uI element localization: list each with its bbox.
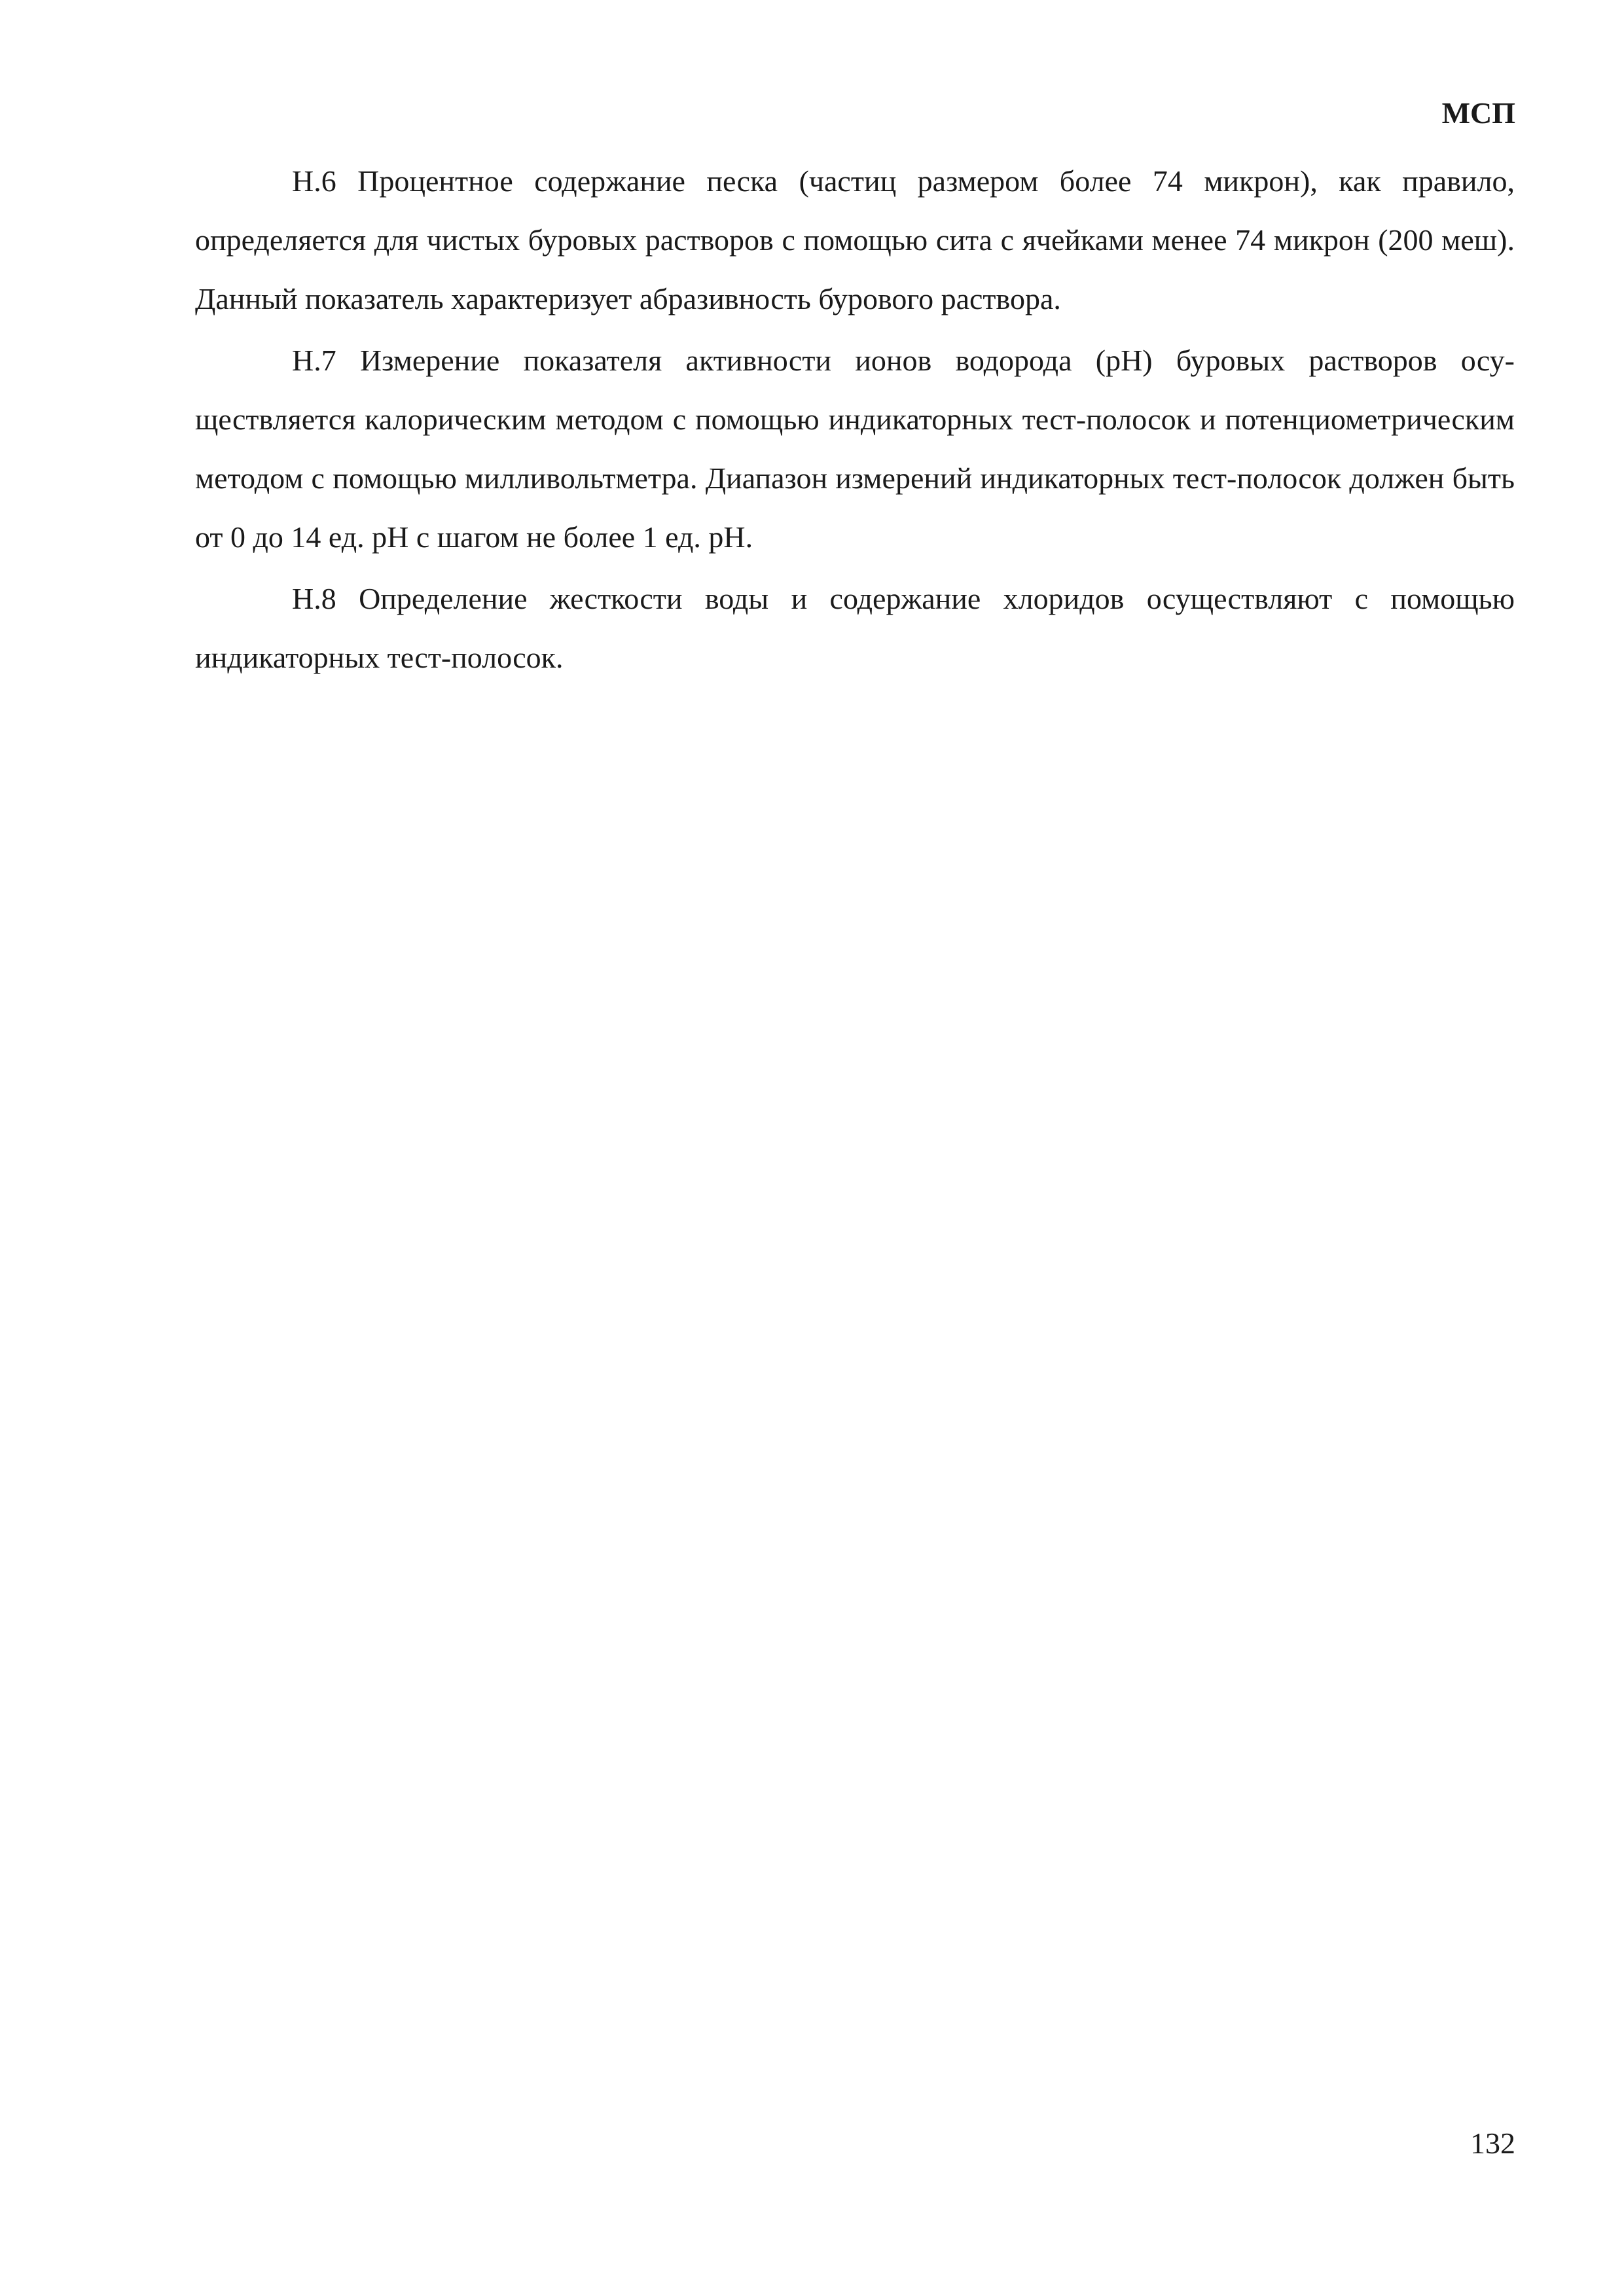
document-body [195, 152, 1515, 690]
paragraph-h8: Н.8 Определение жесткости воды и содержание хлоридов осуществляют с помощью индикаторных тест-полосок. [195, 582, 1515, 674]
document-code: МСП [1441, 96, 1515, 130]
paragraph-h6: Н.6 Процентное содержание песка (частиц размером более 74 микрон), как правило, определяется для чистых буровых растворов с помощью сита с ячейками менее 74 микрон (200 меш). Данный показатель характеризует абразивность бурового раствора. [195, 164, 1515, 315]
page-number: 132 [1470, 2126, 1515, 2160]
paragraph-h7: Н.7 Измерение показателя активности ионов водорода (pH) буровых растворов осуществляется калорическим методом с помощью индикаторных тест-полосок и потенциометрическим методом с помощью милливольтметра. Диапазон измерений индикаторных тест-полосок должен быть от 0 до 14 ед. pH с шагом не более 1 ед. pH. [195, 344, 1515, 554]
